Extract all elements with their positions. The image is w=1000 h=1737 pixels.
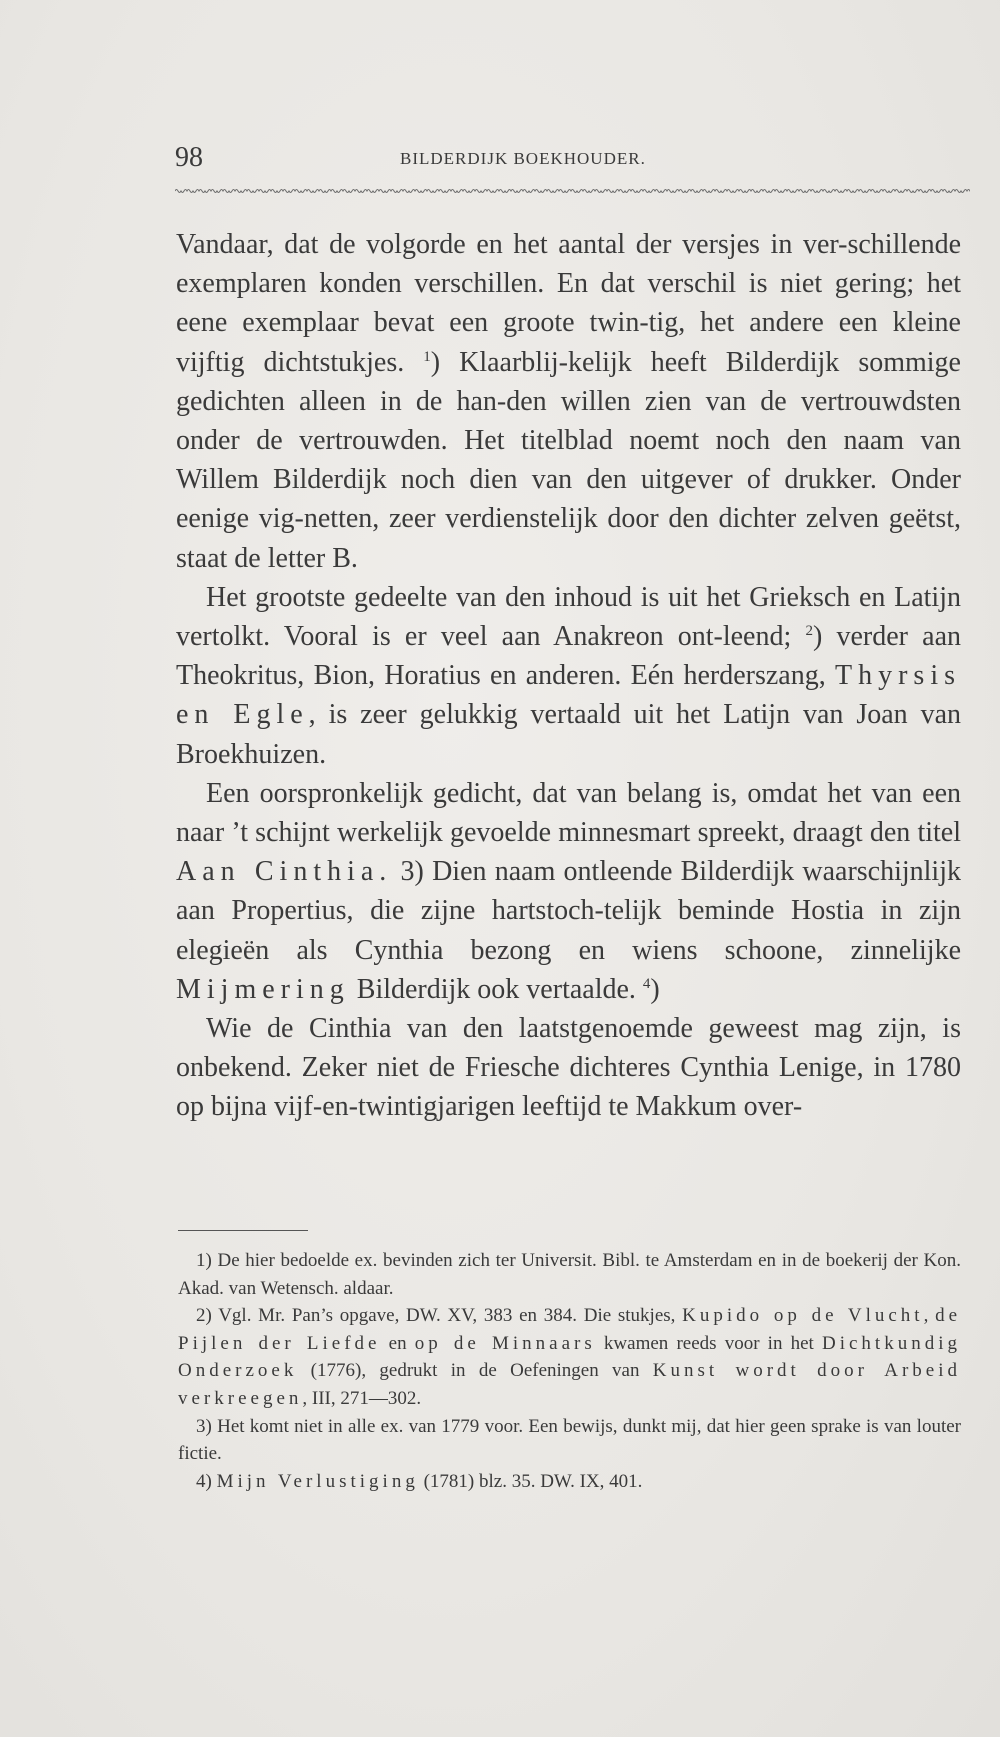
footnote-2: 2) Vgl. Mr. Pan’s opgave, DW. XV, 383 en 384. Die stukjes, Kupido op de Vlucht, de Pijlen der Liefde en op de Minnaars kwamen reeds voor in het Dichtkundig Onderzoek (1776), gedrukt in de Oefeningen van Kunst wordt door Arbeid verkreegen, III, 271—302. <box>178 1305 962 1409</box>
spaced-title: Aan Cinthia. <box>176 856 393 888</box>
page-number: 98 <box>175 142 203 173</box>
footnote-separator <box>178 1230 308 1231</box>
footnote-ref-2: 2 <box>805 623 813 640</box>
running-title: BILDERDIJK BOEKHOUDER. <box>400 149 646 168</box>
header-wavy-rule <box>175 187 970 195</box>
footnote-ref-1: 1 <box>423 348 431 365</box>
paragraph-4: Wie de Cinthia van den laatstgenoemde geweest mag zijn, is onbekend. Zeker niet de Friesche dichteres Cynthia Lenige, in 1780 op bijna vijf-en-twintigjarigen leeftijd te Makkum over- <box>176 1013 961 1123</box>
footnotes <box>178 1247 961 1495</box>
paragraph-1: Vandaar, dat de volgorde en het aantal der versjes in ver-schillende exemplaren konden verschillen. En dat verschil is niet gering; het eene exemplaar bevat een groote twin-tig, het andere een kleine vijftig dichtstukjes. $^1$) Klaarblij-kelijk heeft Bilderdijk sommige gedichten alleen in de han-den willen zien van de vertrouwdsten onder de vertrouwden. Het titelblad noemt noch den naam van Willem Bilderdijk noch dien van den uitgever of drukker. Onder eenige vig-netten, zeer verdienstelijk door den dichter zelven geëtst, staat de letter B. <box>176 229 961 574</box>
paragraph-2: Het grootste gedeelte van den inhoud is uit het Grieksch en Latijn vertolkt. Vooral is er veel aan Anakreon ont-leend; $^2$) verder aan Theokritus, Bion, Horatius en anderen. Eén herderszang, Thyrsis en Egle, is zeer gelukkig vertaald uit het Latijn van Joan van Broekhuizen. <box>176 581 961 770</box>
footnote-1: 1) De hier bedoelde ex. bevinden zich ter Universit. Bibl. te Amsterdam en in de boekerij der Kon. Akad. van Wetensch. aldaar. <box>178 1250 961 1299</box>
page-header <box>175 142 975 182</box>
spaced-title: Thyrsis en Egle <box>176 660 961 731</box>
footnote-3: 3) Het komt niet in alle ex. van 1779 voor. Een bewijs, dunkt mij, dat hier geen sprake is van louter fictie. <box>178 1415 961 1465</box>
footnote-ref-4: 4 <box>642 975 651 992</box>
body-text <box>176 225 961 1127</box>
footnote-4: 4) Mijn Verlustiging (1781) blz. 35. DW. IX, 401. <box>196 1470 643 1492</box>
paragraph-3: Een oorspronkelijk gedicht, dat van belang is, omdat het van een naar ’t schijnt werkelijk gevoelde minnesmart spreekt, draagt den titel Aan Cinthia. 3) Dien naam ontleende Bilderdijk waarschijnlijk aan Propertius, die zijne hartstoch-telijk beminde Hostia in zijn elegieën als Cynthia bezong en wiens schoone, zinnelijke Mijmering Bilderdijk ook vertaalde. $^4$) <box>176 777 961 1005</box>
spaced-title: Mijmering <box>176 973 350 1005</box>
